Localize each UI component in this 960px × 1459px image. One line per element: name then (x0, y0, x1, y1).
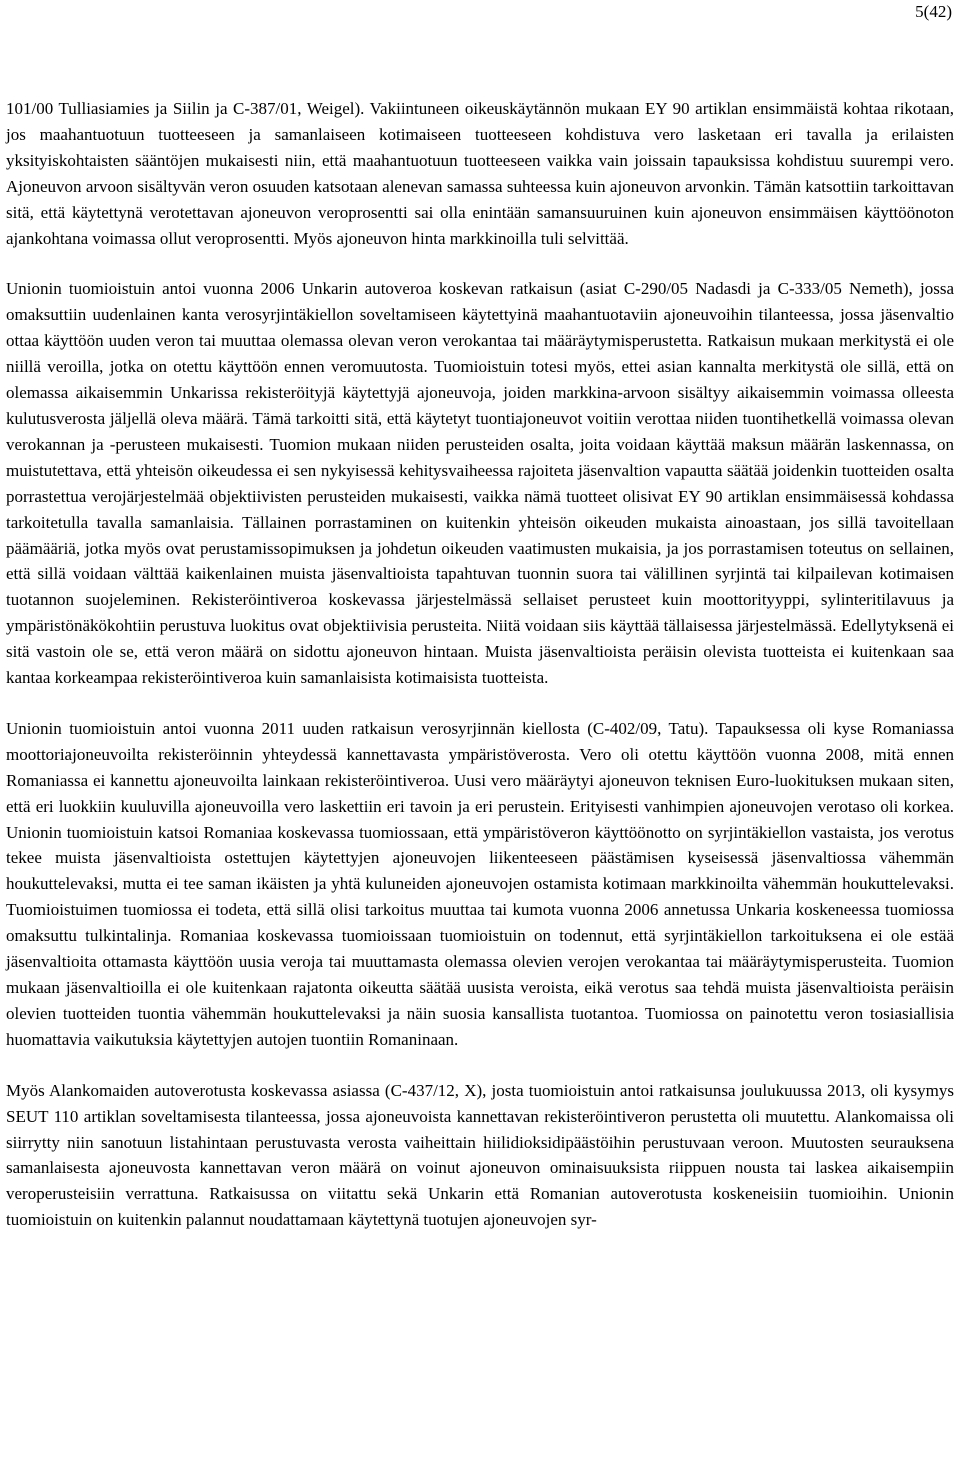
paragraph: Unionin tuomioistuin antoi vuonna 2011 uuden ratkaisun verosyrjinnän kiellosta (C-402/09, Tatu). Tapauksessa oli kyse Romaniassa moottoriajoneuvoilta rekisteröinnin yhteydessä kannettavasta ympäristöverosta. Vero oli otettu käyttöön vuonna 2008, mitä ennen Romaniassa ei kannettu ajoneuvoilta lainkaan rekisteröintiveroa. Uusi vero määräytyi ajoneuvon teknisen Euro-luokituksen mukaan siten, että eri luokkiin kuuluvilla ajoneuvoilla vero laskettiin eri tavoin ja eri perustein. Erityisesti vanhimpien ajoneuvojen verotaso oli korkea. Unionin tuomioistuin katsoi Romaniaa koskevassa tuomiossaan, että ympäristöveron käyttöönotto on syrjintäkiellon vastaista, jos verotus tekee muista jäsenvaltioista ostettujen käytettyjen ajoneuvojen liikenteeseen päästämisen kyseisessä jäsenvaltiossa vähemmän houkuttelevaksi, mutta ei tee saman ikäisten ja yhtä kuluneiden ajoneuvojen ostamista kotimaan markkinoilta vähemmän houkuttelevaksi. Tuomioistuimen tuomiossa ei todeta, että sillä olisi tarkoitus muuttaa tai kumota vuonna 2006 annetussa Unkaria koskeneessa tuomiossa omaksuttu tulkintalinja. Romaniaa koskevassa tuomioissaan tuomioistuin on todennut, että syrjintäkiellon tarkoituksena ei ole estää jäsenvaltioita ottamasta käyttöön uusia veroja tai muuttamasta olemassa olevien verojen verokantaa tai määräytymisperusteita. Tuomion mukaan jäsenvaltioilla ei ole kuitenkaan rajatonta oikeutta säätää uusista veroista, eikä verotus saa tehdä muista jäsenvaltioista peräisin olevien tuotteiden tuontia vähemmän houkuttelevaksi ja näin suosia kansallista tuotantoa. Tuomiossa on painotettu veron tosiasiallisia huomattavia vaikutuksia käytettyjen autojen tuontiin Romaninaan. (6, 718, 954, 1049)
paragraph: Unionin tuomioistuin antoi vuonna 2006 Unkarin autoveroa koskevan ratkaisun (asiat C-290/05 Nadasdi ja C-333/05 Nemeth), jossa omaksuttiin uudenlainen kanta verosyrjintäkiellon soveltamiseen käytettyinä maahantuotaviin ajoneuvoihin tilanteessa, jossa jäsenvaltio ottaa käyttöön uuden veron tai muuttaa olemassa olevan veron verokantaa tai määräytymisperustetta. Ratkaisun mukaan merkitystä ei ole niillä veroilla, jotka on otettu käyttöön ennen veromuutosta. Tuomioistuin totesi myös, ettei asian kannalta merkitystä ole sillä, että on olemassa aikaisemmin Unkarissa rekisteröityjä käytettyjä ajoneuvoja, joiden markkina-arvoon sisältyy aikaisemmin voimassa olleesta kulutusverosta jäljellä oleva määrä. Tämä tarkoitti sitä, että käytetyt tuontiajoneuvot voitiin verottaa niiden tuontihetkellä voimassa olevan verokannan ja -perusteen mukaisesti. Tuomion mukaan niiden perusteiden osalta, joita voidaan käyttää maksun määrän laskennassa, on muistutettava, että yhteisön oikeudessa ei sen nykyisessä kehitysvaiheessa rajoiteta jäsenvaltion vapautta säätää joidenkin tuotteiden osalta porrastettua verojärjestelmää objektiivisten perusteiden mukaisesti, vaikka nämä tuotteet olisivat EY 90 artiklan ensimmäisessä kohdassa tarkoitetulla tavalla samanlaisia. Tällainen porrastaminen on kuitenkin yhteisön oikeuden mukaista ainoastaan, jos sillä tavoitellaan päämääriä, jotka myös ovat perustamissopimuksen ja johdetun oikeuden vaatimusten mukaisia, ja jos porrastamisen toteutus on sellainen, että sillä voidaan välttää kaikenlainen muista jäsenvaltioista tapahtuvan tuonnin suora tai välillinen syrjintä tai kilpailevan kotimaisen tuotannon suojeleminen. Rekisteröintiveroa koskevassa järjestelmässä sellaiset perusteet kuin moottorityyppi, sylinteritilavuus ja ympäristönäkökohtiin perustuva luokitus ovat objektiivisia perusteita. Niitä voidaan siis käyttää tällaisessa järjestelmässä. Edellytyksenä ei sitä vastoin ole se, että veron määrä on sidottu ajoneuvon hintaan. Muista jäsenvaltioista peräisin olevista tuotteista ei kuitenkaan saa kantaa korkeampaa rekisteröintiveroa kuin samanlaisista kotimaisista tuotteista. (6, 279, 954, 688)
paragraph: 101/00 Tulliasiamies ja Siilin ja C-387/01, Weigel). Vakiintuneen oikeuskäytännön mukaan EY 90 artiklan ensimmäistä kohtaa rikotaan, jos maahantuotuun tuotteeseen ja samanlaiseen kotimaiseen tuotteeseen kohdistuva vero lasketaan eri tavalla ja erilaisten yksityiskohtaisten sääntöjen mukaisesti niin, että maahantuotuun tuotteeseen vaikka vain joissain tapauksissa kohdistuu suurempi vero. Ajoneuvon arvoon sisältyvän veron osuuden katsotaan alenevan samassa suhteessa kuin ajoneuvon arvonkin. Tämän katsottiin tarkoittavan sitä, että käytettynä verotettavan ajoneuvon veroprosentti sai olla enintään samansuuruinen kuin ajoneuvon ensimmäisen käyttöönoton ajankohtana voimassa ollut veroprosentti. Myös ajoneuvon hinta markkinoilla tuli selvittää. (6, 99, 954, 248)
page-number: 5(42) (915, 2, 952, 21)
paragraph: Myös Alankomaiden autoverotusta koskevassa asiassa (C-437/12, X), josta tuomioistuin antoi ratkaisunsa joulukuussa 2013, oli kysymys SEUT 110 artiklan soveltamisesta tilanteessa, jossa ajoneuvoista kannettavan rekisteröintiveron perustetta oli muutettu. Alankomaissa oli siirrytty niin sanotuun listahintaan perustuvasta verosta vaiheittain hiilidioksidipäästöihin perustuvaan veroon. Muutosten seurauksena samanlaisesta ajoneuvosta kannettavan veron määrä on voinut ajoneuvon ominaisuuksista riippuen nousta tai laskea aikaisempiin veroperusteisiin verrattuna. Ratkaisussa on viitattu sekä Unkarin että Romanian autoverotusta koskeneisiin tuomioihin. Unionin tuomioistuin on kuitenkin palannut noudattamaan käytettynä tuotujen ajoneuvojen syr- (6, 1080, 954, 1230)
body-text (6, 96, 954, 1233)
